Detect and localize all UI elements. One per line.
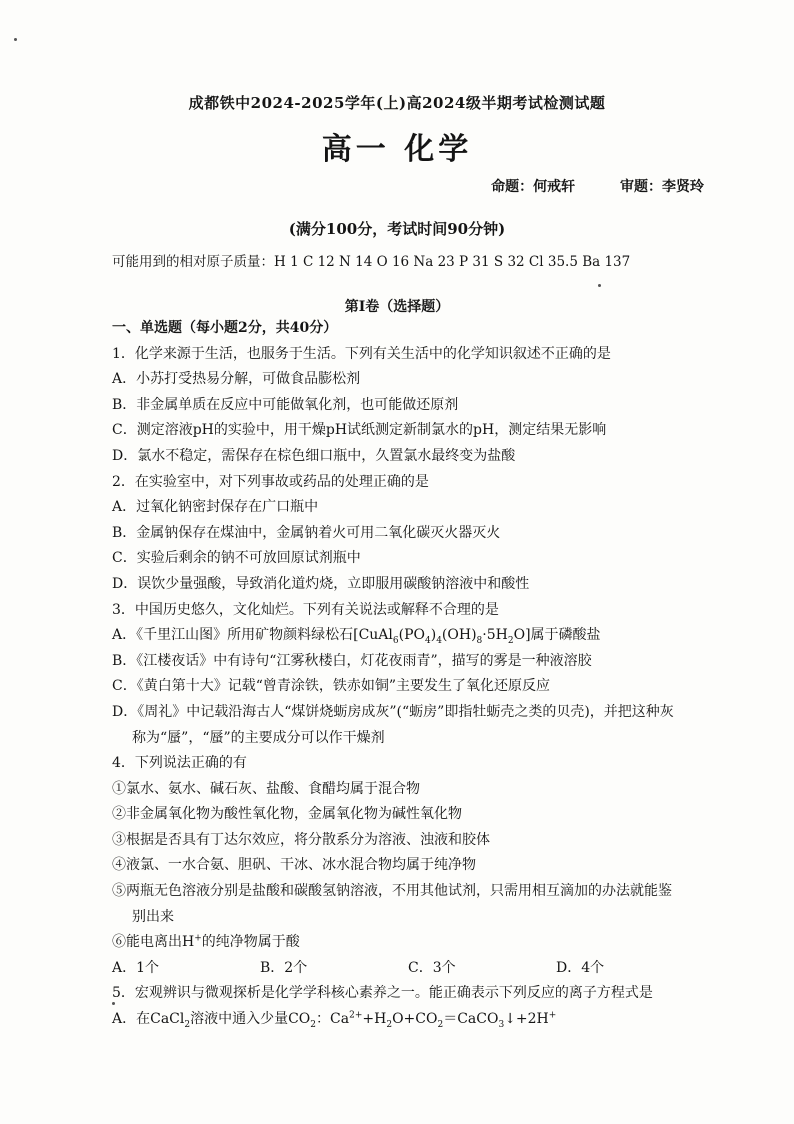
scan-speck (598, 284, 601, 287)
part-heading: 一、单选题（每小题2分，共40分） (112, 320, 338, 336)
text: O+CO (392, 1011, 438, 1028)
subscript: 2 (184, 1019, 191, 1030)
question-2-option-c: C．实验后剩余的钠不可放回原试剂瓶中 (112, 550, 361, 567)
question-1-option-d: D．氯水不稳定，需保存在棕色细口瓶中，久置氯水最终变为盐酸 (112, 447, 516, 464)
author: 命题：何戒轩 (491, 179, 576, 195)
question-4-choice-c: C．3个 (408, 959, 456, 976)
text: ：Ca (316, 1011, 350, 1028)
text: ⑥能电离出H (112, 934, 195, 951)
question-5-stem: 5．宏观辨识与微观探析是化学学科核心素养之一。能正确表示下列反应的离子方程式是 (112, 985, 653, 1002)
question-4-statement-1: ①氯水、氨水、碱石灰、盐酸、食醋均属于混合物 (112, 780, 420, 797)
text: O]属于磷酸盐 (513, 627, 601, 644)
question-5-option-a (112, 1007, 712, 1033)
question-4-statement-5: ⑤两瓶无色溶液分别是盐酸和碳酸氢钠溶液，不用其他试剂，只需用相互滴加的办法就能鉴 (112, 883, 672, 900)
question-3-option-b: B．《江楼夜话》中有诗句“江雾秋楼白，灯花夜雨青”，描写的雾是一种液溶胶 (112, 652, 592, 669)
score-time-note: (满分100分，考试时间90分钟) (288, 220, 506, 238)
question-1-option-b: B．非金属单质在反应中可能做氧化剂，也可能做还原剂 (112, 396, 459, 413)
text: 溶液中通入少量CO (190, 1011, 311, 1028)
scan-speck (112, 1002, 115, 1005)
question-4-statement-3: ③根据是否具有丁达尔效应，将分散系分为溶液、浊液和胶体 (112, 831, 490, 848)
superscript: + (194, 933, 202, 944)
reviewer: 审题：李贤玲 (620, 179, 704, 195)
exam-title: 成都铁中2024-2025学年(上)高2024级半期考试检测试题 (188, 94, 606, 112)
subscript: 3 (498, 1019, 505, 1030)
question-3-option-d: D．《周礼》中记载沿海古人“煤饼烧蛎房成灰”(“蛎房”即指牡蛎壳之类的贝壳)，并把这种灰 (112, 703, 674, 720)
question-1-stem: 1．化学来源于生活，也服务于生活。下列有关生活中的化学知识叙述不正确的是 (112, 345, 611, 362)
subscript: 2 (386, 1019, 393, 1030)
superscript: + (548, 1010, 557, 1021)
question-1-option-a: A．小苏打受热易分解，可做食品膨松剂 (112, 371, 361, 388)
question-4-choice-b: B．2个 (260, 959, 308, 976)
question-4-choice-d: D．4个 (556, 959, 605, 976)
scan-speck (14, 38, 17, 41)
text: A．《千里江山图》所用矿物颜料绿松石[CuAl (112, 627, 393, 644)
question-2-option-b: B．金属钠保存在煤油中，金属钠着火可用二氧化碳灭火器灭火 (112, 524, 501, 541)
question-1-option-c: C．测定溶液pH的实验中，用干燥pH试纸测定新制氯水的pH，测定结果无影响 (112, 422, 607, 439)
text: ) (430, 627, 437, 644)
text: ·5H (482, 627, 508, 644)
question-4-statement-2: ②非金属氧化物为酸性氧化物，金属氧化物为碱性氧化物 (112, 806, 462, 823)
subscript: 2 (310, 1019, 317, 1030)
question-4-statement-4: ④液氯、一水合氨、胆矾、干冰、冰水混合物均属于纯净物 (112, 857, 476, 874)
text: (PO (398, 627, 425, 644)
text: ＝CaCO (443, 1011, 499, 1028)
text: 的纯净物属于酸 (201, 934, 300, 951)
question-4-choice-a: A．1个 (112, 959, 160, 976)
subscript: 2 (437, 1019, 444, 1030)
subscript: 4 (424, 635, 431, 646)
atomic-masses: 可能用到的相对原子质量：H 1 C 12 N 14 O 16 Na 23 P 31 S 32 Cl 35.5 Ba 137 (112, 254, 631, 270)
question-3-option-c: C．《黄白第十大》记载“曾青涂铁，铁赤如铜”主要发生了氧化还原反应 (112, 678, 551, 695)
question-3-option-a (112, 623, 712, 649)
question-3-stem: 3．中国历史悠久，文化灿烂。下列有关说法或解释不合理的是 (112, 601, 499, 618)
question-2-stem: 2．在实验室中，对下列事故或药品的处理正确的是 (112, 473, 429, 490)
subscript: 8 (476, 635, 483, 646)
text: ↓+2H (504, 1011, 549, 1028)
subscript: 6 (392, 635, 399, 646)
author-line (451, 176, 704, 196)
question-4-statement-6 (112, 930, 712, 956)
superscript: 2+ (349, 1010, 363, 1021)
text: A．在CaCl (112, 1011, 185, 1028)
questions (112, 316, 712, 1033)
subscript: 2 (507, 635, 514, 646)
text: (OH) (441, 627, 477, 644)
question-4-statement-5-cont: 别出来 (132, 908, 174, 925)
question-4-choices (112, 956, 712, 982)
subject-title: 高一 化学 (321, 132, 473, 167)
question-3-option-d-cont: 称为“蜃”，“蜃”的主要成分可以作干燥剂 (132, 729, 385, 746)
text: +H (362, 1011, 387, 1028)
question-4-stem: 4．下列说法正确的有 (112, 755, 247, 772)
subscript: 4 (436, 635, 442, 646)
question-2-option-a: A．过氧化钠密封保存在广口瓶中 (112, 499, 319, 516)
question-2-option-d: D．误饮少量强酸，导致消化道灼烧，立即服用碳酸钠溶液中和酸性 (112, 575, 530, 592)
section-title: 第Ⅰ卷（选择题） (344, 299, 450, 315)
